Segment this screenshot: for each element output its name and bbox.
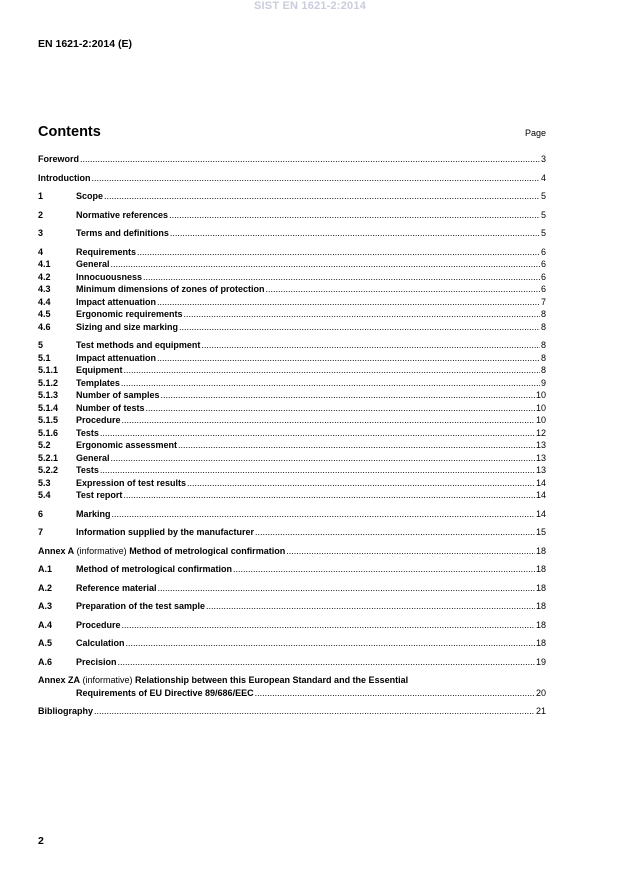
toc-entry-row — [76, 637, 546, 650]
toc-entry-number: A.4 — [38, 619, 53, 630]
toc-entry-informative: (informative) — [80, 675, 136, 685]
toc-entry-row — [76, 508, 546, 521]
toc-entry[interactable] — [38, 464, 546, 477]
toc-entry-page: 10 — [535, 415, 546, 425]
toc-entry-row — [76, 364, 546, 377]
toc-entry-number: 7 — [38, 527, 44, 537]
toc-entry-title: Annex A (informative) Method of metrological confirmation — [38, 545, 286, 556]
table-of-contents — [38, 153, 546, 718]
toc-entry-number: 4.6 — [38, 321, 51, 332]
toc-entry-title: Tests — [76, 427, 99, 438]
page-column-label: Page — [524, 128, 546, 138]
toc-entry[interactable] — [38, 656, 546, 669]
toc-entry-row — [76, 321, 546, 334]
toc-entry-page: 5 — [540, 191, 546, 201]
dot-leader — [123, 489, 535, 502]
dot-leader — [179, 321, 540, 334]
toc-entry-page: 13 — [535, 465, 546, 475]
toc-entry-row — [76, 452, 546, 465]
dot-leader — [104, 190, 540, 203]
toc-entry-subtitle: Method of metrological confirmation — [129, 545, 286, 556]
toc-entry-number: 4.1 — [38, 259, 51, 269]
toc-entry-page: 8 — [540, 309, 546, 319]
toc-entry-number: A.2 — [38, 582, 53, 593]
toc-entry-number: 1 — [38, 191, 44, 201]
toc-entry-page: 15 — [535, 527, 546, 537]
toc-entry-number: 5.1.5 — [38, 415, 59, 425]
toc-entry-row — [76, 600, 546, 613]
toc-entry-title: Ergonomic assessment — [76, 440, 178, 450]
toc-entry-row — [76, 563, 546, 576]
toc-entry-row — [76, 271, 546, 284]
toc-entry[interactable] — [38, 582, 546, 595]
toc-entry-row — [38, 674, 546, 687]
toc-entry-title: Test methods and equipment — [76, 340, 201, 350]
toc-entry-number: 4.5 — [38, 309, 51, 319]
dot-leader — [122, 619, 535, 632]
toc-entry[interactable] — [38, 377, 546, 390]
toc-entry[interactable] — [38, 246, 546, 259]
toc-entry-row — [76, 439, 546, 452]
dot-leader — [124, 364, 540, 377]
dot-leader — [121, 377, 540, 390]
toc-entry-page: 6 — [540, 246, 546, 257]
toc-entry-page: 4 — [540, 172, 546, 183]
dot-leader — [122, 414, 535, 427]
toc-entry-title: Number of samples — [76, 390, 160, 400]
toc-entry-subtitle: Relationship between this European Standard and the Essential — [135, 675, 409, 685]
dot-leader — [184, 308, 540, 321]
toc-entry-page: 13 — [535, 452, 546, 463]
toc-entry-number: 5.4 — [38, 490, 51, 500]
toc-entry[interactable] — [38, 172, 546, 185]
toc-entry-page: 18 — [535, 545, 546, 556]
toc-entry[interactable] — [38, 153, 546, 166]
toc-entry[interactable] — [38, 637, 546, 650]
toc-entry[interactable] — [38, 563, 546, 576]
dot-leader — [100, 464, 535, 477]
dot-leader — [169, 209, 540, 222]
toc-entry-page: 8 — [540, 352, 546, 363]
toc-entry-page: 8 — [540, 321, 546, 332]
toc-entry-row — [76, 582, 546, 595]
toc-entry-row — [38, 153, 546, 166]
toc-entry[interactable] — [38, 352, 546, 365]
dot-leader — [157, 352, 540, 365]
toc-entry-row — [38, 545, 546, 558]
toc-entry-row — [76, 619, 546, 632]
contents-title: Contents — [38, 124, 101, 140]
page-number: 2 — [38, 835, 44, 847]
toc-entry[interactable] — [38, 364, 546, 377]
toc-entry-number: 5.1.3 — [38, 390, 59, 400]
toc-entry-number: 5 — [38, 340, 44, 350]
toc-entry-row — [76, 377, 546, 390]
toc-entry[interactable] — [38, 705, 546, 718]
dot-leader — [126, 637, 535, 650]
toc-entry-title: General — [76, 259, 110, 269]
toc-entry-title: Procedure — [76, 415, 121, 425]
document-id: EN 1621-2:2014 (E) — [38, 38, 132, 50]
toc-entry[interactable] — [38, 477, 546, 490]
toc-entry[interactable] — [38, 526, 546, 539]
toc-entry-informative: (informative) — [74, 545, 130, 556]
toc-entry-row — [76, 402, 546, 415]
toc-entry-page: 13 — [535, 440, 546, 450]
toc-entry-title: Ergonomic requirements — [76, 309, 183, 319]
toc-entry-annex-za[interactable] — [38, 674, 546, 699]
dot-leader — [170, 227, 540, 240]
toc-entry-row — [76, 389, 546, 402]
toc-entry-number: 3 — [38, 228, 44, 238]
dot-leader — [178, 439, 535, 452]
toc-entry-page: 19 — [535, 656, 546, 667]
dot-leader — [286, 545, 535, 558]
dot-leader — [111, 452, 535, 465]
toc-entry-title: Bibliography — [38, 706, 94, 716]
toc-entry-number: 5.3 — [38, 477, 51, 488]
toc-entry[interactable] — [38, 545, 546, 558]
toc-entry[interactable] — [38, 452, 546, 465]
toc-entry-title: Reference material — [76, 582, 157, 593]
toc-entry-number: 5.1 — [38, 352, 51, 363]
toc-entry[interactable] — [38, 321, 546, 334]
toc-entry-page: 18 — [535, 582, 546, 593]
toc-entry-number: 5.1.1 — [38, 365, 59, 375]
toc-entry[interactable] — [38, 296, 546, 309]
toc-entry-row — [38, 705, 546, 718]
toc-entry-row — [76, 258, 546, 271]
dot-leader — [80, 153, 540, 166]
dot-leader — [187, 477, 535, 490]
toc-entry-number: 5.2.2 — [38, 465, 59, 475]
toc-entry-title: Marking — [76, 508, 111, 519]
toc-entry[interactable] — [38, 439, 546, 452]
toc-entry-number: 4.2 — [38, 271, 51, 282]
toc-entry-row — [76, 227, 546, 240]
toc-entry[interactable] — [38, 209, 546, 222]
toc-entry-title: Annex ZA (informative) Relationship between this European Standard and the Essential — [38, 675, 409, 685]
toc-entry-page: 18 — [535, 619, 546, 630]
toc-entry-title: Method of metrological confirmation — [76, 564, 233, 574]
dot-leader — [111, 258, 540, 271]
toc-entry-page: 9 — [540, 377, 546, 388]
dot-leader — [146, 402, 535, 415]
toc-entry-title: Procedure — [76, 619, 121, 630]
toc-entry-row — [76, 687, 546, 700]
annex-za-line1 — [38, 674, 546, 687]
toc-entry-row — [76, 190, 546, 203]
toc-entry-title: Precision — [76, 656, 117, 667]
toc-entry-title: Requirements — [76, 246, 137, 257]
toc-entry-page: 18 — [535, 601, 546, 611]
toc-entry-title: Information supplied by the manufacturer — [76, 527, 255, 537]
dot-leader — [112, 508, 535, 521]
toc-entry-page: 3 — [540, 154, 546, 164]
toc-entry-title: Sizing and size marking — [76, 321, 179, 332]
toc-entry[interactable] — [38, 308, 546, 321]
toc-entry-page: 5 — [540, 228, 546, 238]
toc-entry-row — [76, 308, 546, 321]
toc-entry-row — [38, 172, 546, 185]
dot-leader — [143, 271, 540, 284]
toc-entry-number: 5.2.1 — [38, 452, 59, 463]
toc-entry-number: A.5 — [38, 638, 53, 648]
toc-entry-title: Number of tests — [76, 402, 145, 413]
dot-leader — [161, 389, 535, 402]
toc-entry-page: 18 — [535, 564, 546, 574]
dot-leader — [137, 246, 540, 259]
toc-entry[interactable] — [38, 414, 546, 427]
dot-leader — [92, 172, 540, 185]
toc-entry-page: 8 — [540, 365, 546, 375]
toc-entry-number: 5.1.4 — [38, 402, 59, 413]
toc-entry-number: 4.4 — [38, 296, 51, 307]
toc-entry-number: 4.3 — [38, 284, 51, 294]
toc-entry-page: 21 — [535, 706, 546, 716]
toc-entry[interactable] — [38, 258, 546, 271]
toc-entry[interactable] — [38, 402, 546, 415]
dot-leader — [158, 582, 535, 595]
toc-entry-page: 12 — [535, 427, 546, 438]
toc-entry-title: Foreword — [38, 154, 80, 164]
toc-entry-number: 5.1.6 — [38, 427, 59, 438]
toc-entry-row — [76, 477, 546, 490]
toc-entry-page: 6 — [540, 259, 546, 269]
toc-entry-title: Scope — [76, 191, 104, 201]
toc-entry[interactable] — [38, 508, 546, 521]
dot-leader — [255, 526, 535, 539]
toc-entry-number: A.3 — [38, 601, 53, 611]
dot-leader — [201, 339, 540, 352]
toc-entry-title: Introduction — [38, 172, 91, 183]
toc-entry-number: A.6 — [38, 656, 53, 667]
toc-entry[interactable] — [38, 190, 546, 203]
toc-entry[interactable] — [38, 339, 546, 352]
toc-entry-page: 18 — [535, 638, 546, 648]
toc-entry-title: Minimum dimensions of zones of protection — [76, 284, 265, 294]
toc-entry[interactable] — [38, 489, 546, 502]
toc-entry-number: 5.2 — [38, 440, 51, 450]
toc-entry[interactable] — [38, 389, 546, 402]
toc-entry-title: Impact attenuation — [76, 296, 157, 307]
toc-entry-number: 5.1.2 — [38, 377, 59, 388]
toc-entry-title: Equipment — [76, 365, 123, 375]
toc-entry-title: Impact attenuation — [76, 352, 157, 363]
toc-entry-row — [76, 414, 546, 427]
toc-entry-title: General — [76, 452, 110, 463]
toc-entry-page: 14 — [535, 508, 546, 519]
dot-leader — [233, 563, 535, 576]
toc-entry-page: 6 — [540, 284, 546, 294]
annex-za-line2 — [38, 687, 546, 700]
watermark: SIST EN 1621-2:2014 — [253, 0, 367, 12]
toc-entry-page: 14 — [535, 477, 546, 488]
toc-entry-number: 2 — [38, 209, 44, 220]
toc-entry-row — [76, 489, 546, 502]
toc-entry-number: 6 — [38, 508, 44, 519]
toc-entry-title: Calculation — [76, 638, 125, 648]
toc-entry-page: 8 — [540, 340, 546, 350]
toc-entry-row — [76, 246, 546, 259]
dot-leader — [206, 600, 535, 613]
toc-entry-page: 6 — [540, 271, 546, 282]
toc-entry-title: Normative references — [76, 209, 169, 220]
toc-entry-number: 4 — [38, 246, 44, 257]
toc-entry-row — [76, 526, 546, 539]
toc-entry-page: 14 — [535, 490, 546, 500]
toc-entry[interactable] — [38, 600, 546, 613]
toc-entry-title: Expression of test results — [76, 477, 187, 488]
toc-entry-subtitle: Requirements of EU Directive 89/686/EEC — [76, 687, 254, 698]
dot-leader — [94, 705, 535, 718]
toc-entry-row — [76, 339, 546, 352]
toc-entry-row — [76, 427, 546, 440]
toc-entry[interactable] — [38, 619, 546, 632]
toc-entry-row — [76, 283, 546, 296]
toc-entry[interactable] — [38, 271, 546, 284]
toc-entry[interactable] — [38, 227, 546, 240]
dot-leader — [157, 296, 540, 309]
toc-entry-title: Innocuousness — [76, 271, 143, 282]
toc-entry-title: Preparation of the test sample — [76, 601, 206, 611]
toc-entry-page: 10 — [535, 390, 546, 400]
dot-leader — [266, 283, 540, 296]
toc-entry-row — [76, 464, 546, 477]
toc-entry[interactable] — [38, 427, 546, 440]
toc-entry-page: 20 — [535, 687, 546, 698]
dot-leader — [100, 427, 535, 440]
dot-leader — [118, 656, 535, 669]
toc-entry-row — [76, 656, 546, 669]
toc-entry-title: Test report — [76, 490, 123, 500]
toc-entry-page: 7 — [540, 296, 546, 307]
toc-entry-row — [76, 352, 546, 365]
toc-entry-title: Terms and definitions — [76, 228, 169, 238]
toc-entry-row — [76, 209, 546, 222]
dot-leader — [255, 687, 535, 700]
toc-entry-page: 5 — [540, 209, 546, 220]
toc-entry-page: 10 — [535, 402, 546, 413]
toc-entry-title: Tests — [76, 465, 99, 475]
toc-entry-title: Templates — [76, 377, 120, 388]
toc-entry-number: A.1 — [38, 564, 53, 574]
toc-entry-row — [76, 296, 546, 309]
toc-entry[interactable] — [38, 283, 546, 296]
